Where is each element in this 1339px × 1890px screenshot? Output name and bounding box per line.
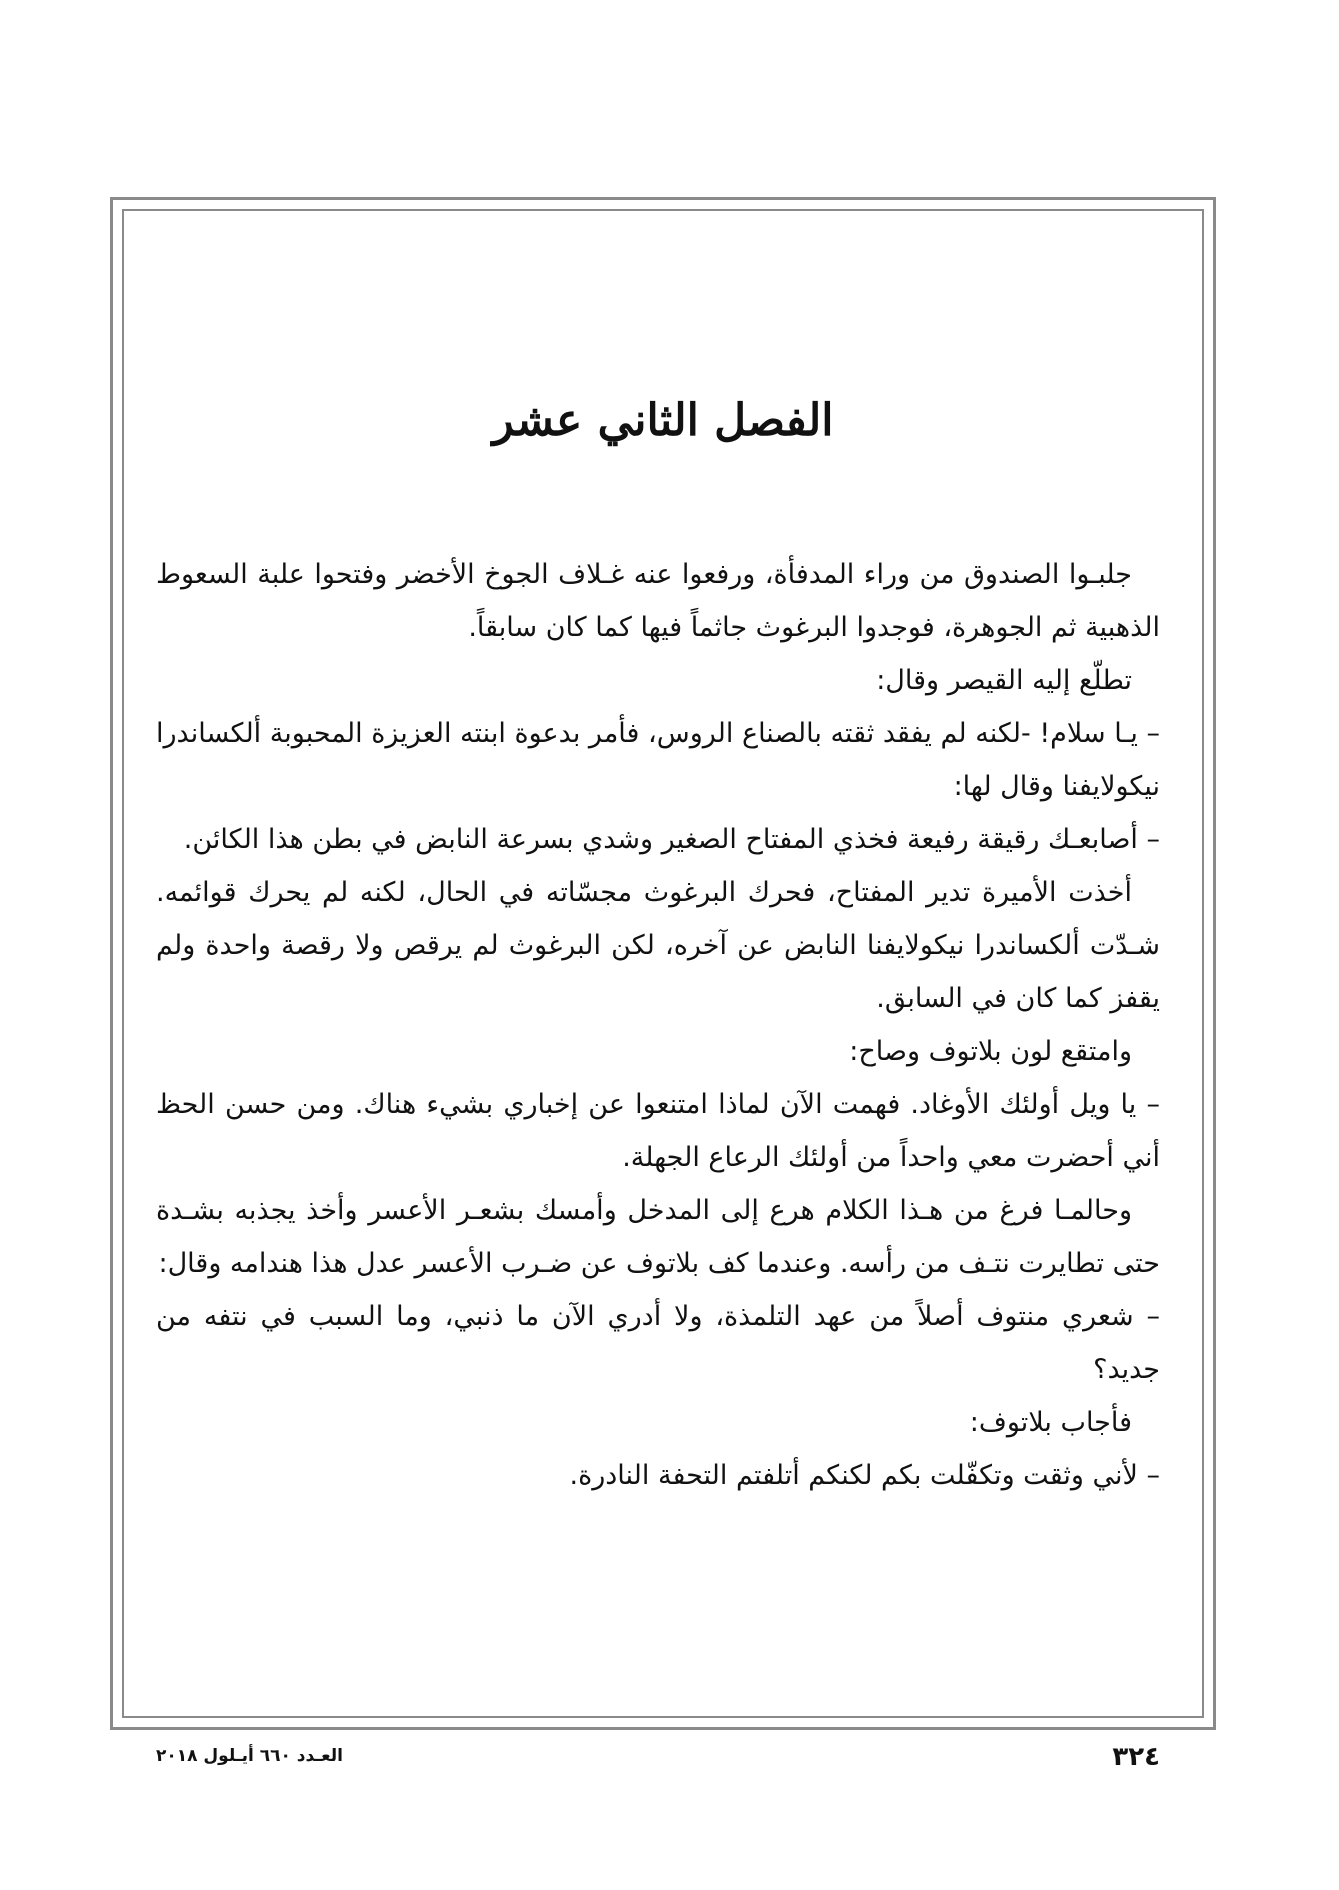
dialogue-paragraph: – لأني وثقت وتكفّلت بكم لكنكم أتلفتم التحفة النادرة. xyxy=(569,1460,1160,1491)
chapter-title: الفصل الثاني عشر xyxy=(492,395,834,446)
issue-info: العـدد ٦٦٠ أيـلول ٢٠١٨ xyxy=(156,1746,343,1766)
dialogue-paragraph: – يا ويل أولئك الأوغاد. فهمت الآن لماذا امتنعوا عن إخباري بشيء هناك. ومن حسن الحظ أني أحضرت معي واحداً من أولئك الرعاع الجهلة. xyxy=(156,1089,1160,1173)
paragraph: فأجاب بلاتوف: xyxy=(969,1407,1132,1438)
chapter-body xyxy=(156,548,1160,1502)
paragraph: وامتقع لون بلاتوف وصاح: xyxy=(849,1036,1132,1067)
paragraph: جلبـوا الصندوق من وراء المدفأة، ورفعوا عنه غـلاف الجوخ الأخضر وفتحوا علبة السعوط الذهبية ثم الجوهرة، فوجدوا البرغوث جاثماً فيها كما كان سابقاً. xyxy=(156,559,1160,643)
paragraph: تطلّع إليه القيصر وقال: xyxy=(876,665,1132,696)
page-footer xyxy=(156,1742,1160,1774)
paragraph: أخذت الأميرة تدير المفتاح، فحرك البرغوث مجسّاته في الحال، لكنه لم يحرك قوائمه. شـدّت ألكساندرا نيكولايفنا النابض عن آخره، لكن البرغوث لم يرقص ولا رقصة واحدة ولم يقفز كما كان في السابق. xyxy=(156,877,1160,1014)
dialogue-paragraph: – شعري منتوف أصلاً من عهد التلمذة، ولا أدري الآن ما ذنبي، وما السبب في نتفه من جديد؟ xyxy=(156,1301,1160,1385)
paragraph: وحالمـا فرغ من هـذا الكلام هرع إلى المدخل وأمسك بشعـر الأعسر وأخذ يجذبه بشـدة حتى تطايرت نتـف من رأسه. وعندما كف بلاتوف عن ضـرب الأعسر عدل هذا هندامه وقال: xyxy=(156,1195,1160,1279)
dialogue-paragraph: – أصابعـك رقيقة رفيعة فخذي المفتاح الصغير وشدي بسرعة النابض في بطن هذا الكائن. xyxy=(183,824,1160,855)
page-number: ٣٢٤ xyxy=(1112,1742,1160,1772)
dialogue-paragraph: – يـا سلام! -لكنه لم يفقد ثقته بالصناع الروس، فأمر بدعوة ابنته العزيزة المحبوبة ألكساندرا نيكولايفنا وقال لها: xyxy=(156,718,1160,802)
